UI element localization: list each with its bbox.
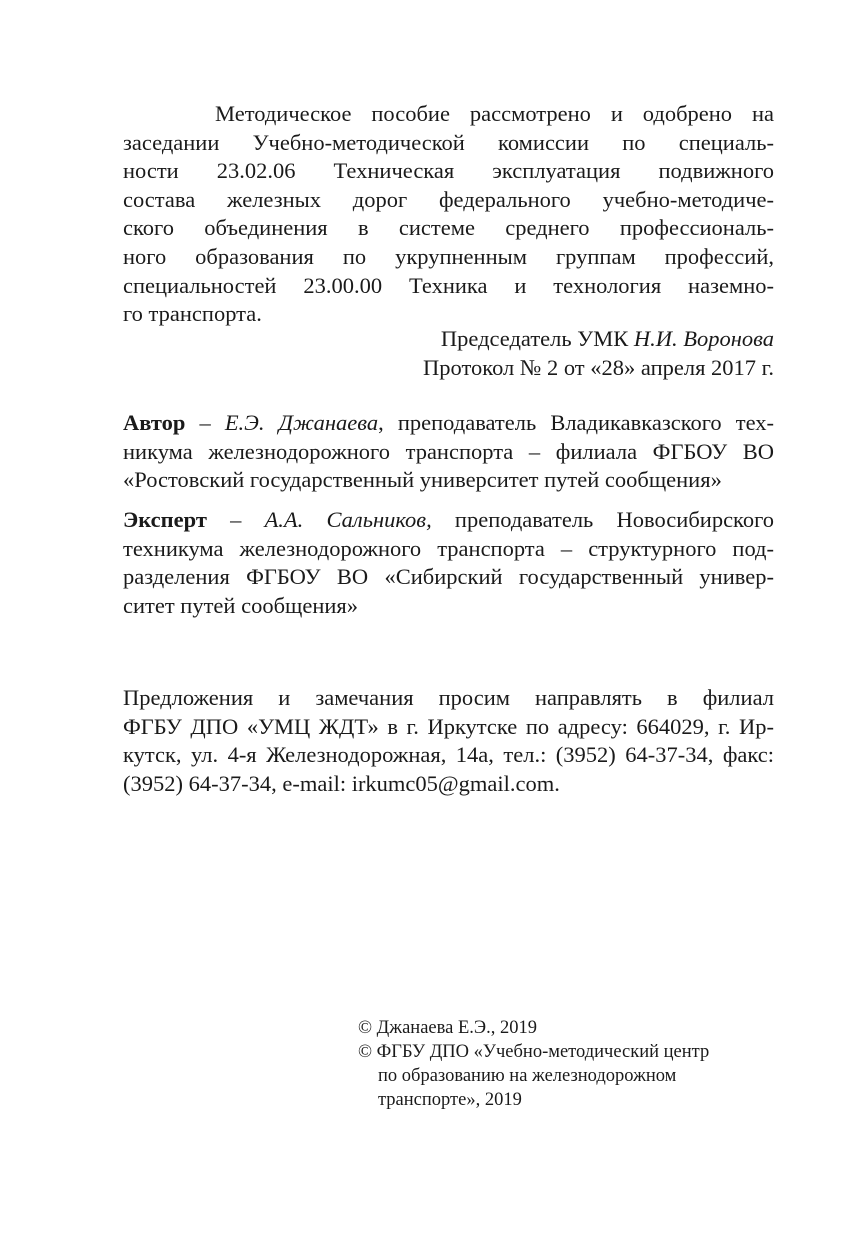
approval-paragraph xyxy=(123,100,774,329)
text-line xyxy=(123,506,774,535)
approval-signature xyxy=(123,325,774,382)
text-line: специальностей 23.00.00 Техника и технология наземно- xyxy=(123,272,774,298)
author-name: Е.Э. Джанаева xyxy=(224,410,379,435)
chair-line xyxy=(123,325,774,354)
dash: – xyxy=(206,507,265,532)
text-line: ского объединения в системе среднего профессиональ- xyxy=(123,215,774,241)
protocol-line: Протокол № 2 от «28» апреля 2017 г. xyxy=(423,354,774,380)
text-line: заседании Учебно-методической комиссии по специаль- xyxy=(123,129,774,155)
text-line: Предложения и замечания просим направлять в филиал xyxy=(123,685,774,710)
text-line: кутск, ул. 4-я Железнодорожная, 14а, тел.: (3952) 64-37-34, факс: xyxy=(123,742,774,768)
expert-name: А.А. Сальников, xyxy=(264,507,432,532)
author-text: , преподаватель Владикавказского тех- xyxy=(378,410,775,435)
text-line: ситет путей сообщения» xyxy=(123,592,359,618)
copyright-line: транспорте», 2019 xyxy=(378,1090,522,1110)
text-line: ФГБУ ДПО «УМЦ ЖДТ» в г. Иркутске по адресу: 664029, г. Ир- xyxy=(123,713,774,739)
author-label: Автор xyxy=(123,410,186,435)
text-line: техникума железнодорожного транспорта – структурного под- xyxy=(123,535,774,561)
text-line: состава железных дорог федерального учебно-методиче- xyxy=(123,186,774,212)
text-line: никума железнодорожного транспорта – филиала ФГБОУ ВО xyxy=(123,438,774,464)
dash: – xyxy=(185,410,225,435)
text-line: разделения ФГБОУ ВО «Сибирский государственный универ- xyxy=(123,564,774,590)
chair-label: Председатель УМК xyxy=(440,326,629,351)
author-paragraph xyxy=(123,409,774,495)
expert-label: Эксперт xyxy=(123,507,207,532)
text-line: го транспорта. xyxy=(123,301,262,327)
proposals-paragraph xyxy=(123,684,774,798)
copyright-line: © ФГБУ ДПО «Учебно-методический центр xyxy=(358,1042,710,1062)
copyright-block xyxy=(358,1016,788,1112)
text-line: «Ростовский государственный университет путей сообщения» xyxy=(123,467,722,493)
expert-paragraph xyxy=(123,506,774,620)
text-line: ного образования по укрупненным группам профессий, xyxy=(123,243,774,269)
text-line: (3952) 64-37-34, e-mail: irkumc05@gmail.com. xyxy=(123,770,560,796)
copyright-line: по образованию на железнодорожном xyxy=(378,1066,677,1086)
text-line: ности 23.02.06 Техническая эксплуатация подвижного xyxy=(123,158,774,184)
copyright-line: © Джанаева Е.Э., 2019 xyxy=(358,1018,537,1038)
chair-name: Н.И. Воронова xyxy=(633,326,774,351)
text-line xyxy=(123,409,774,438)
expert-text: преподаватель Новосибирского xyxy=(431,507,775,532)
text-line: Методическое пособие рассмотрено и одобрено на xyxy=(215,101,774,126)
